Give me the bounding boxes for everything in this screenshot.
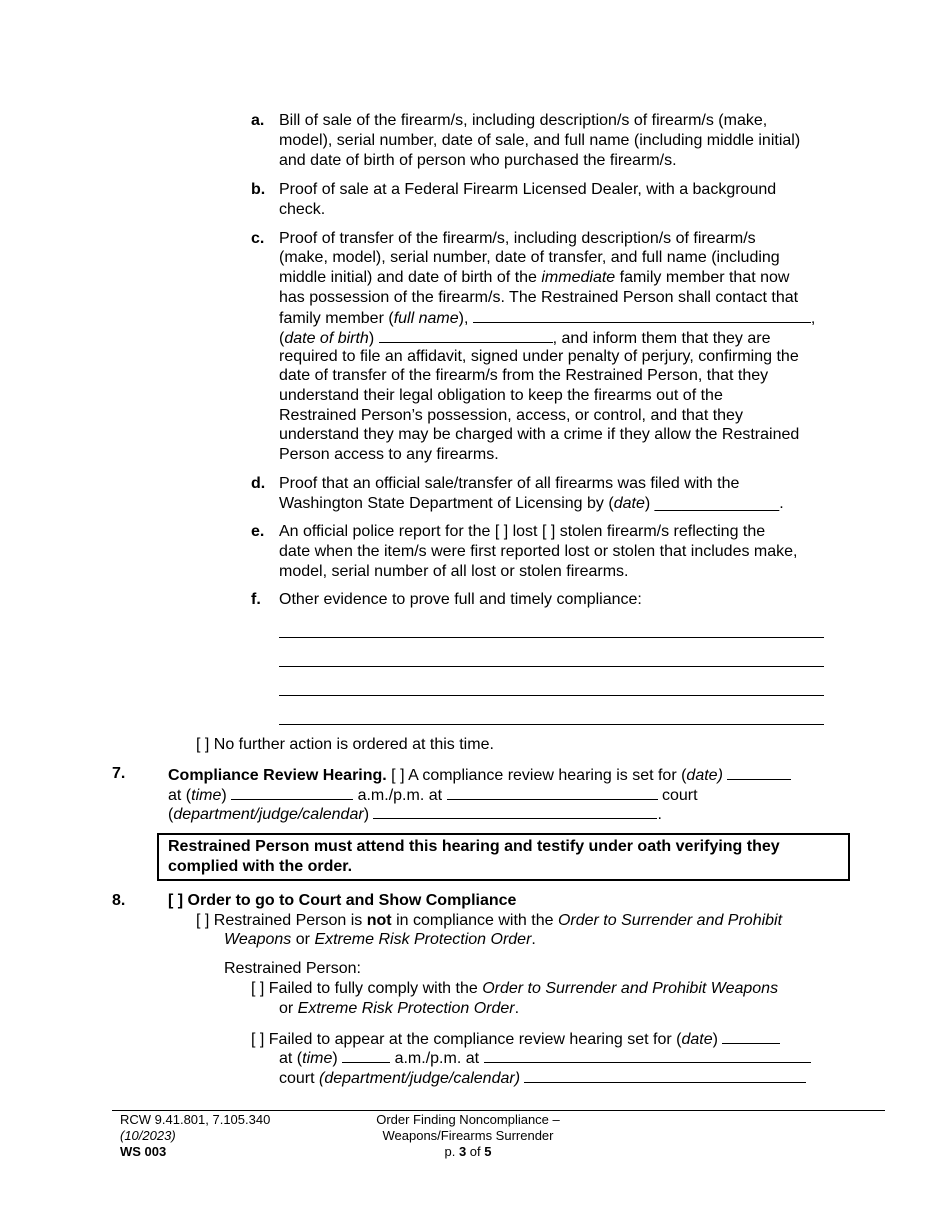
not-in-compliance-line-2: Weapons or Extreme Risk Protection Order. (224, 931, 536, 948)
full-name-blank[interactable] (473, 307, 811, 323)
item-c-line-5: family member (full name), , (279, 307, 815, 327)
item-c-line-6: (date of birth) , and inform them that they are (279, 327, 771, 347)
item-a-line-2: model), serial number, date of sale, and full name (including middle initial) (279, 132, 801, 149)
item-a-line-3: and date of birth of person who purchased the firearm/s. (279, 152, 677, 169)
evidence-line-1[interactable] (279, 637, 824, 638)
item-a-line-1: Bill of sale of the firearm/s, including description/s of firearm/s (make, (279, 112, 768, 129)
section-7-title: Compliance Review Hearing. (168, 767, 387, 784)
section-7-number: 7. (112, 765, 126, 782)
item-c-line-2: (make, model), serial number, date of transfer, and full name (including (279, 249, 780, 266)
item-d-marker: d. (251, 475, 266, 492)
item-e-line-3: model, serial number of all lost or stolen firearms. (279, 563, 629, 580)
section-7-line-3: (department/judge/calendar) . (168, 803, 662, 823)
hearing-time-blank[interactable] (231, 784, 353, 800)
item-b-line-1: Proof of sale at a Federal Firearm Licensed Dealer, with a background (279, 181, 777, 198)
item-c-line-12: Person access to any firearms. (279, 446, 499, 463)
date-of-birth-blank[interactable] (379, 327, 553, 343)
item-d-line-1: Proof that an official sale/transfer of all firearms was filed with the (279, 475, 740, 492)
failed-to-appear-line-3: court (department/judge/calendar) (279, 1067, 806, 1087)
footer-revision-date: (10/2023) (120, 1128, 176, 1143)
item-c-marker: c. (251, 230, 265, 247)
item-c-line-3: middle initial) and date of birth of the immediate family member that now (279, 269, 790, 286)
item-c-line-1: Proof of transfer of the firearm/s, including description/s of firearm/s (279, 230, 756, 247)
failed-to-comply-line-2: or Extreme Risk Protection Order. (279, 1000, 520, 1017)
no-further-action-option[interactable]: [ ] No further action is ordered at this time. (196, 736, 494, 753)
item-c-line-7: required to file an affidavit, signed under penalty of perjury, confirming the (279, 348, 799, 365)
item-a-marker: a. (251, 112, 265, 129)
footer-title-1: Order Finding Noncompliance – (376, 1112, 560, 1127)
item-b-marker: b. (251, 181, 266, 198)
evidence-line-2[interactable] (279, 666, 824, 667)
attendance-notice-line-2: complied with the order. (168, 858, 353, 875)
section-7-line-2: at (time) a.m./p.m. at court (168, 784, 698, 804)
failed-to-comply-option[interactable]: [ ] Failed to fully comply with the Order to Surrender and Prohibit Weapons (251, 980, 779, 997)
missed-hearing-date-blank[interactable] (722, 1028, 780, 1044)
footer-title-2: Weapons/Firearms Surrender (382, 1128, 554, 1143)
item-c-line-11: understand they may be charged with a crime if they allow the Restrained (279, 426, 800, 443)
hearing-date-blank[interactable] (727, 764, 791, 780)
section-7-line-1: Compliance Review Hearing. [ ] A compliance review hearing is set for (date) (168, 764, 791, 784)
failed-to-appear-line-2: at (time) a.m./p.m. at (279, 1047, 811, 1067)
footer-form-number: WS 003 (120, 1144, 167, 1159)
evidence-line-3[interactable] (279, 695, 824, 696)
hearing-court-blank[interactable] (447, 784, 658, 800)
restrained-person-label: Restrained Person: (224, 960, 361, 977)
hearing-department-blank[interactable] (373, 803, 657, 819)
item-b-line-2: check. (279, 201, 326, 218)
attendance-notice-line-1: Restrained Person must attend this hearing and testify under oath verifying they (168, 838, 780, 855)
item-c-line-8: date of transfer of the firearm/s from the Restrained Person, that they (279, 367, 769, 384)
item-c-line-9: understand their legal obligation to keep the firearms out of the (279, 387, 723, 404)
section-8-title[interactable]: [ ] Order to go to Court and Show Compliance (168, 892, 517, 909)
failed-to-appear-option[interactable]: [ ] Failed to appear at the compliance review hearing set for (date) (251, 1028, 780, 1048)
item-c-line-4: has possession of the firearm/s. The Restrained Person shall contact that (279, 289, 799, 306)
not-in-compliance-option[interactable]: [ ] Restrained Person is not in compliance with the Order to Surrender and Prohibit (196, 912, 783, 929)
item-f-marker: f. (251, 591, 261, 608)
item-e-line-1: An official police report for the [ ] lost [ ] stolen firearm/s reflecting the (279, 523, 766, 540)
item-c-line-10: Restrained Person’s possession, access, or control, and that they (279, 407, 743, 424)
missed-hearing-location-blank[interactable] (484, 1047, 811, 1063)
evidence-line-4[interactable] (279, 724, 824, 725)
item-e-marker: e. (251, 523, 265, 540)
footer-divider (112, 1110, 885, 1111)
section-8-number: 8. (112, 892, 126, 909)
missed-hearing-department-blank[interactable] (524, 1067, 806, 1083)
item-e-line-2: date when the item/s were first reported lost or stolen that includes make, (279, 543, 798, 560)
item-f-text: Other evidence to prove full and timely compliance: (279, 591, 642, 608)
item-d-line-2: Washington State Department of Licensing by (date) ______________. (279, 495, 784, 512)
footer-page-number: p. 3 of 5 (444, 1144, 492, 1159)
missed-hearing-time-blank[interactable] (342, 1047, 390, 1063)
footer-rcw: RCW 9.41.801, 7.105.340 (120, 1112, 271, 1127)
